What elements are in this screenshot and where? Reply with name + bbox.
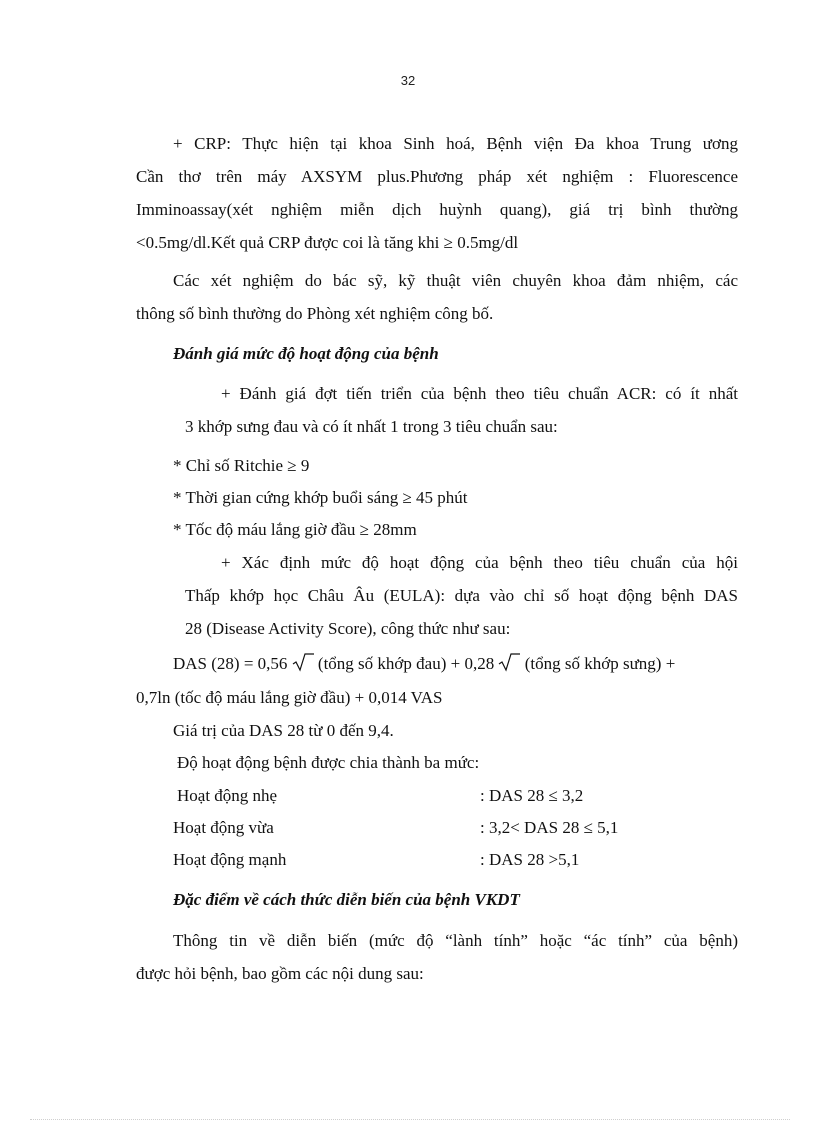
progress-line-2: được hỏi bệnh, bao gồm các nội dung sau:	[136, 964, 424, 983]
sqrt-symbol-icon	[498, 652, 520, 672]
criterion-morning-stiffness: * Thời gian cứng khớp buổi sáng ≥ 45 phút	[173, 488, 468, 507]
sqrt-symbol-icon	[292, 652, 314, 672]
eula-line-2: Thấp khớp học Châu Âu (EULA): dựa vào chỉ số hoạt động bệnh DAS	[185, 586, 738, 605]
das-formula-line-1	[173, 652, 675, 675]
eula-line-1: + Xác định mức độ hoạt động của bệnh theo tiêu chuẩn của hội	[221, 553, 738, 572]
section-heading-progression: Đặc điểm về cách thức diễn biến của bệnh VKDT	[173, 890, 520, 909]
criterion-ritchie: * Chỉ số Ritchie ≥ 9	[173, 456, 310, 475]
level-value-moderate: : 3,2< DAS 28 ≤ 5,1	[480, 818, 619, 837]
tests-line-1: Các xét nghiệm do bác sỹ, kỹ thuật viên chuyên khoa đảm nhiệm, các	[173, 271, 738, 290]
acr-line-1: + Đánh giá đợt tiến triển của bệnh theo tiêu chuẩn ACR: có ít nhất	[221, 384, 738, 403]
levels-intro: Độ hoạt động bệnh được chia thành ba mức:	[177, 753, 480, 772]
das-range: Giá trị của DAS 28 từ 0 đến 9,4.	[173, 721, 394, 740]
level-label-severe: Hoạt động mạnh	[173, 850, 287, 869]
page-footer-divider	[30, 1119, 790, 1120]
formula-part-2: (tổng số khớp đau) + 0,28	[317, 654, 495, 673]
acr-line-2: 3 khớp sưng đau và có ít nhất 1 trong 3 tiêu chuẩn sau:	[185, 417, 558, 436]
eula-line-3: 28 (Disease Activity Score), công thức như sau:	[185, 619, 511, 638]
formula-part-1: DAS (28) = 0,56	[173, 654, 288, 673]
level-label-moderate: Hoạt động vừa	[173, 818, 274, 837]
crp-line-1: + CRP: Thực hiện tại khoa Sinh hoá, Bệnh viện Đa khoa Trung ương	[173, 134, 738, 153]
level-label-mild: Hoạt động nhẹ	[177, 786, 278, 805]
level-value-mild: : DAS 28 ≤ 3,2	[480, 786, 584, 805]
tests-line-2: thông số bình thường do Phòng xét nghiệm công bố.	[136, 304, 494, 323]
criterion-esr: * Tốc độ máu lắng giờ đầu ≥ 28mm	[173, 520, 417, 539]
crp-line-3: Imminoassay(xét nghiệm miễn dịch huỳnh quang), giá trị bình thường	[136, 200, 738, 219]
section-heading-activity: Đánh giá mức độ hoạt động của bệnh	[173, 344, 439, 363]
progress-line-1: Thông tin về diễn biến (mức độ “lành tính” hoặc “ác tính” của bệnh)	[173, 931, 738, 950]
level-value-severe: : DAS 28 >5,1	[480, 850, 580, 869]
crp-line-2: Cần thơ trên máy AXSYM plus.Phương pháp xét nghiệm : Fluorescence	[136, 167, 738, 186]
page-number: 32	[400, 73, 416, 88]
formula-part-3: (tổng số khớp sưng) +	[524, 654, 676, 673]
das-formula-line-2: 0,7ln (tốc độ máu lắng giờ đầu) + 0,014 VAS	[136, 688, 443, 707]
crp-line-4: <0.5mg/dl.Kết quả CRP được coi là tăng khi ≥ 0.5mg/dl	[136, 233, 519, 252]
